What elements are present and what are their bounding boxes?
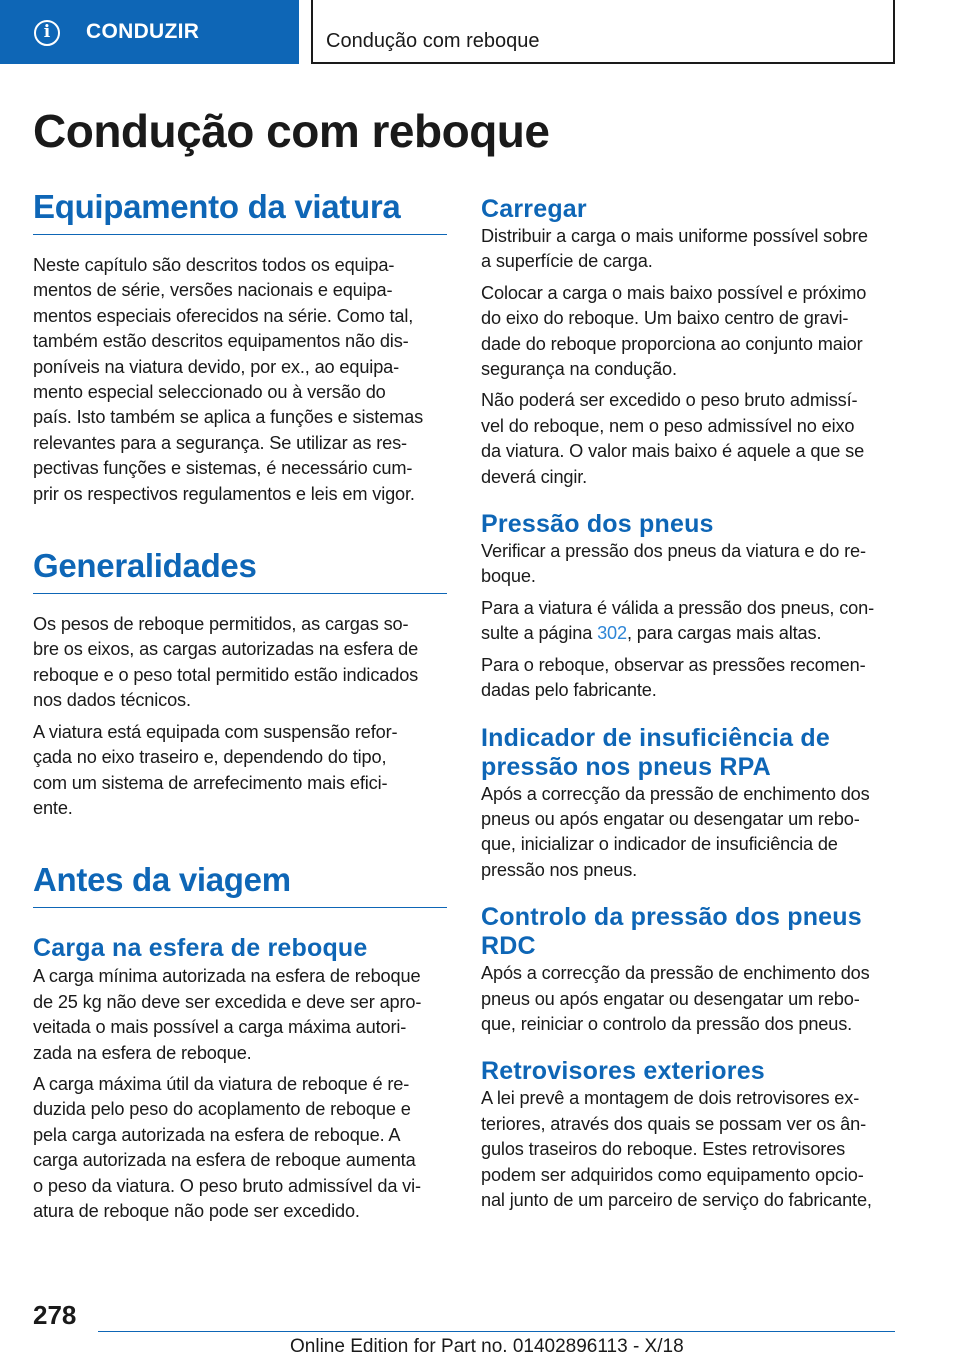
paragraph-general-2	[33, 720, 448, 822]
heading-rule	[33, 234, 447, 235]
text-line: Verificar a pressão dos pneus da viatura e do re-	[481, 541, 866, 562]
section-rpa	[481, 724, 896, 884]
text-line: deverá cingir.	[481, 466, 588, 487]
section-before-trip	[33, 861, 448, 1224]
text-fragment: sulte a página	[481, 623, 598, 644]
heading-before-trip: Antes da viagem	[33, 861, 291, 899]
page-number: 278	[33, 1300, 77, 1330]
paragraph-loading-3	[481, 388, 896, 490]
section-label: CONDUZIR	[86, 20, 200, 43]
text-line: mentos de série, versões nacionais e equipa-	[33, 280, 393, 301]
text-line: mentos especiais oferecidos na série. Como tal,	[33, 305, 414, 326]
section-equipment	[33, 188, 448, 507]
heading-tyre-pressure: Pressão dos pneus	[481, 510, 714, 539]
text-line: Após a correcção da pressão de enchimento dos	[481, 963, 870, 984]
text-line: pela carga autorizada na esfera de reboque. A	[33, 1124, 401, 1145]
heading-rule	[33, 593, 447, 594]
heading-rdc	[481, 903, 896, 961]
text-line: gulos traseiros do reboque. Estes retrovisores	[481, 1139, 846, 1160]
text-line: de 25 kg não deve ser excedida e deve ser apro-	[33, 991, 422, 1012]
text-line: que, inicializar o indicador de insuficiência de	[481, 834, 838, 855]
text-line: A viatura está equipada com suspensão refor-	[33, 721, 398, 742]
text-line: do eixo do reboque. Um baixo centro de gravi-	[481, 308, 849, 329]
chapter-label: Condução com reboque	[326, 30, 540, 52]
text-line: carga autorizada na esfera de reboque aumenta	[33, 1150, 416, 1171]
text-line: nal junto de um parceiro de serviço do fabricante,	[481, 1189, 872, 1210]
text-line: veitada o mais possível a carga máxima autori-	[33, 1017, 407, 1038]
text-line: mento especial seleccionado ou à versão do	[33, 382, 386, 403]
page-title: Condução com reboque	[33, 105, 550, 157]
paragraph-equipment	[33, 253, 448, 507]
text-line: poníveis na viatura devido, por ex., ao equipa-	[33, 356, 400, 377]
paragraph-loading-1	[481, 224, 896, 275]
paragraph-hitch-2	[33, 1072, 448, 1224]
text-line: A carga máxima útil da viatura de reboque é re-	[33, 1073, 410, 1094]
text-line: Colocar a carga o mais baixo possível e próximo	[481, 282, 867, 303]
heading-general: Generalidades	[33, 547, 257, 585]
text-line: boque.	[481, 566, 536, 587]
section-loading	[481, 195, 896, 490]
text-line: país. Isto também se aplica a funções e sistemas	[33, 407, 424, 428]
paragraph-pressure-1	[481, 539, 896, 590]
text-line: Para o reboque, observar as pressões recomen-	[481, 654, 866, 675]
text-line: ente.	[33, 797, 73, 818]
text-line: pectivas funções e sistemas, é necessário cum-	[33, 458, 413, 479]
text-line: podem ser adquiridos como equipamento opcio-	[481, 1164, 864, 1185]
text-line: reboque e o peso total permitido estão indicados	[33, 664, 419, 685]
text-line: da viatura. O valor mais baixo é aquele a que se	[481, 441, 865, 462]
edition-text: Online Edition for Part no. 01402896113 - X/18	[290, 1336, 684, 1357]
left-column	[33, 188, 448, 1224]
heading-rule	[33, 907, 447, 908]
section-rdc	[481, 903, 896, 1037]
info-icon: i	[34, 20, 60, 46]
paragraph-general-1	[33, 612, 448, 714]
heading-line: RDC	[481, 932, 536, 961]
paragraph-mirrors	[481, 1086, 896, 1213]
footer-rule	[98, 1331, 895, 1332]
paragraph-rdc	[481, 961, 896, 1037]
paragraph-hitch-1	[33, 964, 448, 1066]
right-column	[481, 188, 896, 1213]
text-line: A carga mínima autorizada na esfera de reboque	[33, 966, 421, 987]
paragraph-rpa	[481, 782, 896, 884]
text-line: Os pesos de reboque permitidos, as cargas so-	[33, 614, 409, 635]
text-line: pneus ou após engatar ou desengatar um rebo-	[481, 808, 860, 829]
text-line: Não poderá ser excedido o peso bruto admissí-	[481, 390, 858, 411]
text-line: que, reiniciar o controlo da pressão dos pneus.	[481, 1013, 853, 1034]
paragraph-pressure-2	[481, 596, 896, 647]
text-line: zada na esfera de reboque.	[33, 1042, 252, 1063]
heading-rpa	[481, 724, 896, 782]
text-line: atura de reboque não pode ser excedido.	[33, 1200, 360, 1221]
text-line: dadas pelo fabricante.	[481, 680, 657, 701]
heading-line: Indicador de insuficiência de	[481, 723, 830, 752]
text-line: teriores, através dos quais se possam ver os ân-	[481, 1113, 867, 1134]
text-line: segurança na condução.	[481, 359, 677, 380]
page-link[interactable]: 302	[597, 623, 627, 644]
text-line: a superfície de carga.	[481, 251, 653, 272]
section-general	[33, 547, 448, 821]
text-line: Para a viatura é válida a pressão dos pneus, con-	[481, 597, 875, 618]
paragraph-loading-2	[481, 281, 896, 383]
section-tyre-pressure	[481, 510, 896, 703]
text-line: pressão nos pneus.	[481, 859, 638, 880]
heading-mirrors: Retrovisores exteriores	[481, 1057, 765, 1086]
subheading-hitch-load: Carga na esfera de reboque	[33, 934, 368, 963]
text-fragment: , para cargas mais altas.	[626, 623, 822, 644]
text-line: nos dados técnicos.	[33, 690, 191, 711]
heading-equipment: Equipamento da viatura	[33, 188, 401, 225]
text-line: Neste capítulo são descritos todos os equipa-	[33, 255, 395, 275]
heading-line: Controlo da pressão dos pneus	[481, 903, 862, 932]
paragraph-pressure-3	[481, 653, 896, 704]
text-line: com um sistema de arrefecimento mais efici-	[33, 772, 388, 793]
heading-loading: Carregar	[481, 195, 587, 223]
section-tab[interactable]	[0, 0, 299, 64]
text-line: A lei prevê a montagem de dois retrovisores ex-	[481, 1088, 860, 1109]
text-line: o peso da viatura. O peso bruto admissível da vi-	[33, 1175, 421, 1196]
text-line: çada no eixo traseiro e, dependendo do tipo,	[33, 747, 387, 768]
text-line: também estão descritos equipamentos não dis-	[33, 331, 409, 352]
text-line	[481, 621, 896, 646]
heading-line: pressão nos pneus RPA	[481, 752, 771, 781]
text-line: Distribuir a carga o mais uniforme possível sobre	[481, 226, 868, 246]
text-line: prir os respectivos regulamentos e leis em vigor.	[33, 483, 415, 504]
section-mirrors	[481, 1057, 896, 1213]
text-line: pneus ou após engatar ou desengatar um rebo-	[481, 988, 860, 1009]
text-line: vel do reboque, nem o peso admissível no eixo	[481, 415, 855, 436]
text-line: dade do reboque proporciona ao conjunto maior	[481, 333, 863, 354]
text-line: bre os eixos, as cargas autorizadas na esfera de	[33, 639, 419, 660]
text-line: duzida pelo peso do acoplamento de reboque e	[33, 1099, 411, 1120]
text-line: Após a correcção da pressão de enchimento dos	[481, 783, 870, 804]
text-line: relevantes para a segurança. Se utilizar as res-	[33, 432, 407, 453]
